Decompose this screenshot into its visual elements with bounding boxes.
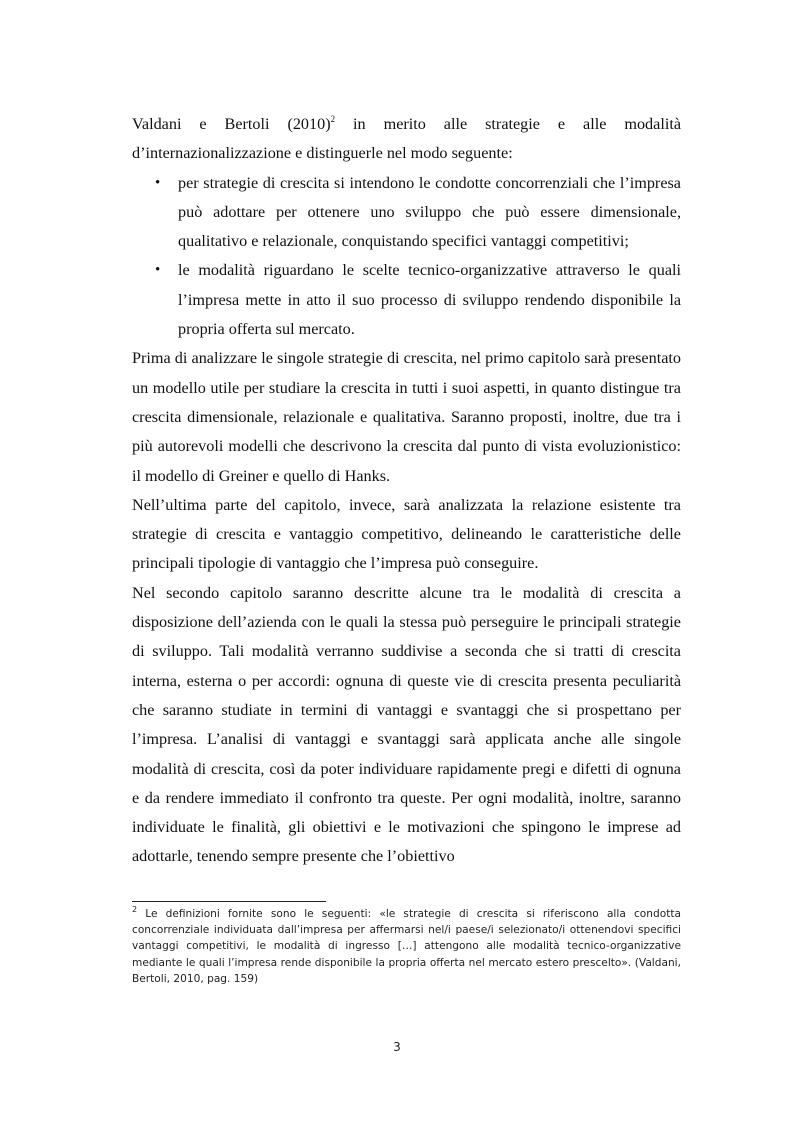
paragraph: Nell’ultima parte del capitolo, invece, sarà analizzata la relazione esistente tra strategie di crescita e vantaggio competitivo, delineando le caratteristiche delle principali tipologie di vantaggio che l’impresa può conseguire. (132, 495, 681, 573)
list-item (155, 256, 681, 344)
page-number: 3 (393, 1040, 401, 1054)
bullet-icon: • (155, 262, 161, 279)
bullet-icon: • (155, 174, 161, 191)
footnote (132, 906, 681, 987)
footnote-text: Le definizioni fornite sono le seguenti: «le strategie di crescita si riferiscono alla condotta concorrenziale individuata dall’impresa per affermarsi nel/i paese/i selezionato/i ottenendovi specifici vantaggi competitivi, le modalità di ingresso […] attengono alle modalità tecnico-organizzative mediante le quali l’impresa rende disponibile la propria offerta nel mercato estero prescelto». (Valdani, Bertoli, 2010, pag. 159) (132, 908, 681, 985)
footnote-reference[interactable]: 2 (330, 114, 336, 124)
intro-citation: Valdani e Bertoli (2010) (132, 115, 331, 133)
intro-paragraph (132, 110, 681, 169)
paragraph: Prima di analizzare le singole strategie di crescita, nel primo capitolo sarà presentato un modello utile per studiare la crescita in tutti i suoi aspetti, in quanto distingue tra crescita dimensionale, relazionale e qualitativa. Saranno proposti, inoltre, due tra i più autorevoli modelli che descrivono la crescita dal punto di vista evoluzionistico: il modello di Greiner e quello di Hanks. (132, 349, 681, 485)
intro-text: in merito alle strategie e alle modalità d’internazionalizzazione e distinguerle nel modo seguente: (132, 115, 682, 163)
footnote-mark: 2 (132, 905, 138, 914)
bullet-list (132, 169, 681, 345)
list-item-text: le modalità riguardano le scelte tecnico-organizzative attraverso le quali l’impresa mette in atto il suo processo di sviluppo rendendo disponibile la propria offerta sul mercato. (178, 261, 681, 339)
footnote-divider (132, 901, 326, 902)
paragraph: Nel secondo capitolo saranno descritte alcune tra le modalità di crescita a disposizione dell’azienda con le quali la stessa può perseguire le principali strategie di sviluppo. Tali modalità verranno suddivise a seconda che si tratti di crescita interna, esterna o per accordi: ognuna di queste vie di crescita presenta peculiarità che saranno studiate in termini di vantaggi e svantaggi che si prospettano per l’impresa. L’analisi di vantaggi e svantaggi sarà applicata anche alle singole modalità di crescita, così da poter individuare rapidamente pregi e difetti di ognuna e da rendere immediato il confronto tra queste. Per ogni modalità, inoltre, saranno individuate le finalità, gli obiettivi e le motivazioni che spingono le imprese ad adottarle, tenendo sempre presente che l’obiettivo (132, 583, 681, 866)
list-item (155, 169, 681, 257)
list-item-text: per strategie di crescita si intendono le condotte concorrenziali che l’impresa può adottare per ottenere uno sviluppo che può essere dimensionale, qualitativo e relazionale, conquistando specifici vantaggi competitivi; (178, 173, 681, 251)
body-text (132, 110, 681, 872)
